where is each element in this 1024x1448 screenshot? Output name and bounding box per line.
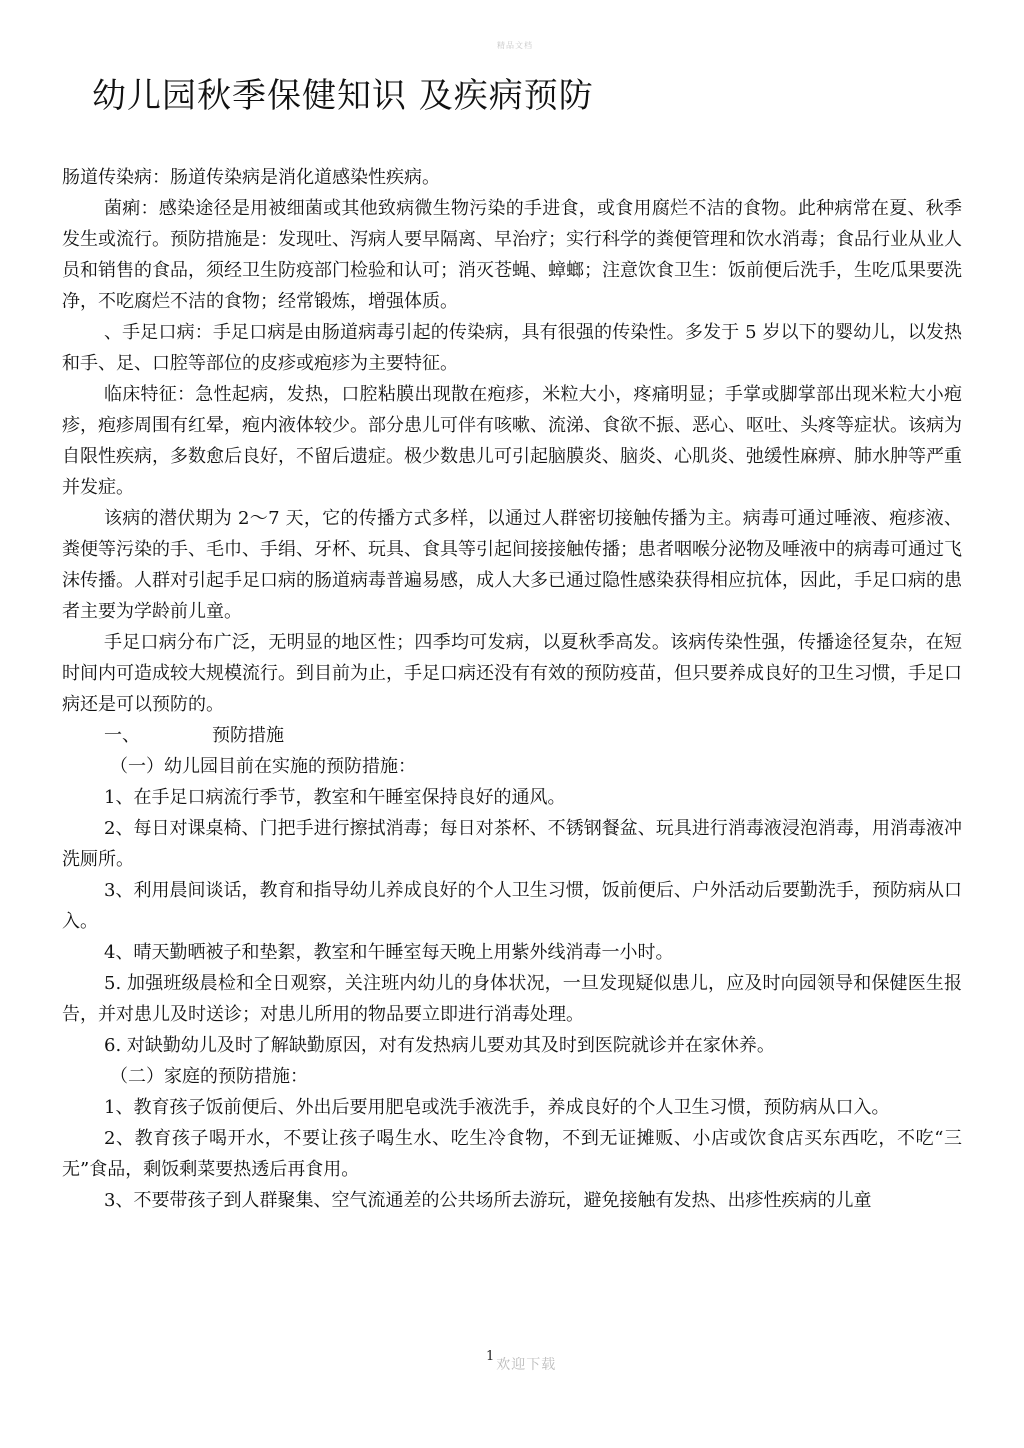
subheading-family-measures: （二）家庭的预防措施： — [110, 1066, 308, 1087]
section-number: 一、 — [104, 725, 140, 746]
paragraph-clinical-features: 临床特征：急性起病，发热，口腔粘膜出现散在疱疹，米粒大小，疼痛明显；手掌或脚掌部出现米粒大小疱疹，疱疹周围有红晕，疱内液体较少。部分患儿可伴有咳嗽、流涕、食欲不振、恶心、呕吐、头疼等症状。该病为自限性疾病，多数愈后良好，不留后遗症。极少数患儿可引起脑膜炎、脑炎、心肌炎、弛缓性麻痹、肺水肿等严重并发症。 — [62, 384, 962, 498]
document-title: 幼儿园秋季保健知识 及疾病预防 — [92, 76, 594, 116]
list-item: 5. 加强班级晨检和全日观察，关注班内幼儿的身体状况，一旦发现疑似患儿，应及时向园领导和保健医生报告，并对患儿及时送诊；对患儿所用的物品要立即进行消毒处理。 — [62, 973, 962, 1025]
list-item: 4、晴天勤晒被子和垫絮，教室和午睡室每天晚上用紫外线消毒一小时。 — [104, 942, 674, 963]
subheading-kindergarten-measures: （一）幼儿园目前在实施的预防措施： — [110, 756, 416, 777]
list-item: 1、在手足口病流行季节，教室和午睡室保持良好的通风。 — [104, 787, 566, 808]
paragraph-distribution: 手足口病分布广泛，无明显的地区性；四季均可发病，以夏秋季高发。该病传染性强，传播途径复杂，在短时间内可造成较大规模流行。到目前为止，手足口病还没有有效的预防疫苗，但只要养成良好的卫生习惯，手足口病还是可以预防的。 — [62, 632, 962, 715]
footer-watermark: 欢迎下载 — [496, 1357, 557, 1373]
paragraph-intestinal-diseases: 肠道传染病：肠道传染病是消化道感染性疾病。 — [62, 167, 440, 188]
paragraph-dysentery: 菌痢：感染途径是用被细菌或其他致病微生物污染的手进食，或食用腐烂不洁的食物。此种病常在夏、秋季发生或流行。预防措施是：发现吐、泻病人要早隔离、早治疗；实行科学的粪便管理和饮水消毒；食品行业从业人员和销售的食品，须经卫生防疫部门检验和认可；消灭苍蝇、蟑螂；注意饮食卫生：饭前便后洗手，生吃瓜果要洗净，不吃腐烂不洁的食物；经常锻炼，增强体质。 — [62, 198, 962, 312]
page-footer — [486, 1349, 557, 1373]
paragraph-transmission: 该病的潜伏期为 2～7 天，它的传播方式多样，以通过人群密切接触传播为主。病毒可通过唾液、疱疹液、粪便等污染的手、毛巾、手绢、牙杯、玩具、食具等引起间接接触传播；患者咽喉分泌物及唾液中的病毒可通过飞沫传播。人群对引起手足口病的肠道病毒普遍易感，成人大多已通过隐性感染获得相应抗体，因此，手足口病的患者主要为学龄前儿童。 — [62, 508, 962, 622]
list-item: 6. 对缺勤幼儿及时了解缺勤原因，对有发热病儿要劝其及时到医院就诊并在家休养。 — [104, 1035, 775, 1056]
list-item: 2、每日对课桌椅、门把手进行擦拭消毒；每日对茶杯、不锈钢餐盆、玩具进行消毒液浸泡消毒，用消毒液冲洗厕所。 — [62, 818, 962, 870]
list-item: 3、利用晨间谈话，教育和指导幼儿养成良好的个人卫生习惯，饭前便后、户外活动后要勤洗手，预防病从口入。 — [62, 880, 962, 932]
page-number: 1 — [486, 1349, 495, 1364]
section-heading-prevention — [62, 720, 962, 751]
document-body — [62, 162, 962, 1216]
list-item: 1、教育孩子饭前便后、外出后要用肥皂或洗手液洗手，养成良好的个人卫生习惯，预防病从口入。 — [104, 1097, 890, 1118]
list-item: 2、教育孩子喝开水，不要让孩子喝生水、吃生冷食物，不到无证摊贩、小店或饮食店买东西吃，不吃“三无”食品，剩饭剩菜要热透后再食用。 — [62, 1128, 962, 1180]
section-title: 预防措施 — [212, 725, 284, 746]
list-item: 3、不要带孩子到人群聚集、空气流通差的公共场所去游玩，避免接触有发热、出疹性疾病的儿童 — [104, 1190, 872, 1211]
paragraph-hfmd-intro: 、手足口病：手足口病是由肠道病毒引起的传染病，具有很强的传染性。多发于 5 岁以下的婴幼儿，以发热和手、足、口腔等部位的皮疹或疱疹为主要特征。 — [62, 322, 962, 374]
header-watermark: 精品文档 — [497, 41, 533, 50]
